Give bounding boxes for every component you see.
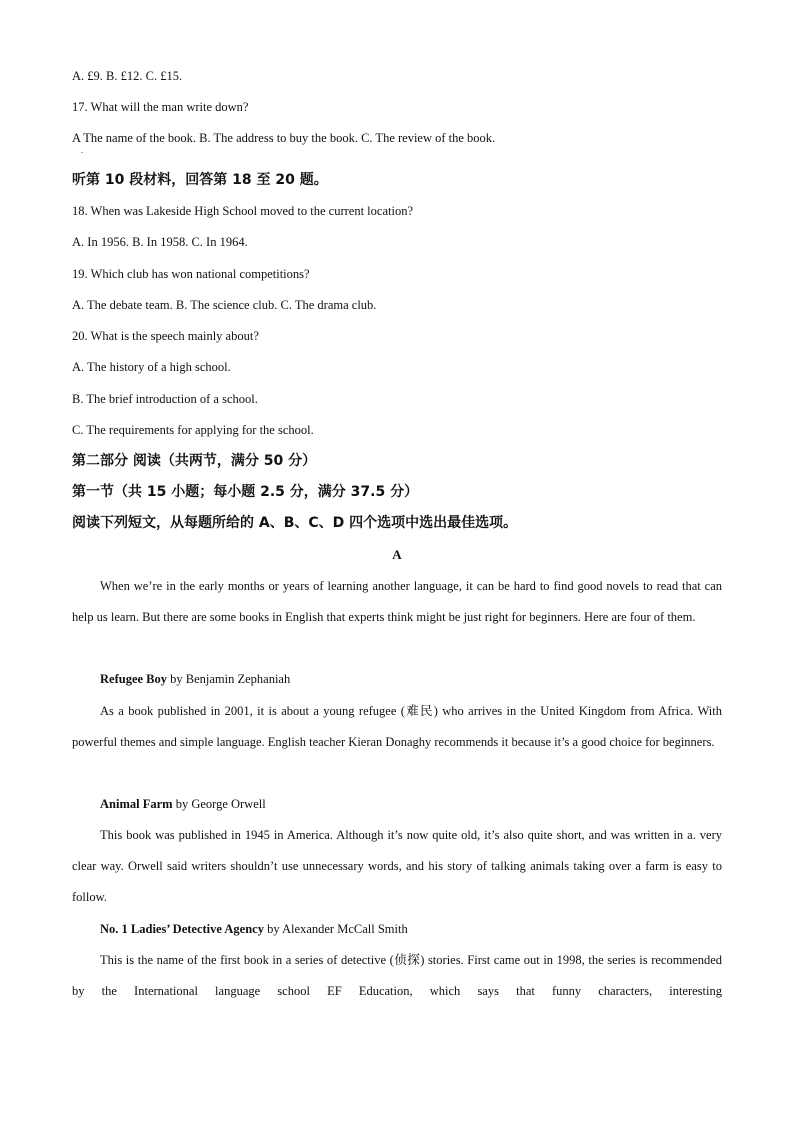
q16-options: A. £9. B. £12. C. £15.	[72, 69, 183, 83]
q19-options: A. The debate team. B. The science club. C. The drama club.	[72, 298, 377, 312]
book-byline: by Alexander McCall Smith	[263, 922, 408, 936]
book-description: This is the name of the first book in a series of detective (侦探) stories. First came out in 1998, the series is recommended by the International language school EF Education, which says that funny characters, interesting	[72, 953, 722, 998]
punctuation-dot: .	[81, 146, 83, 155]
q20-option-c: C. The requirements for applying for the school.	[72, 423, 314, 437]
q18-question: 18. When was Lakeside High School moved to the current location?	[72, 204, 413, 218]
book-description: As a book published in 2001, it is about a young refugee (难民) who arrives in the United Kingdom from Africa. With powerful themes and simple language. English teacher Kieran Donaghy recommends it because it’s a good choice for beginners.	[72, 704, 722, 749]
book-title: No. 1 Ladies’ Detective Agency	[100, 922, 264, 936]
book-byline: by Benjamin Zephaniah	[167, 672, 291, 686]
part2-heading: 第二部分 阅读（共两节，满分 50 分）	[72, 453, 317, 469]
q20-question: 20. What is the speech mainly about?	[72, 329, 259, 343]
instruction: 阅读下列短文，从每题所给的 A、B、C、D 四个选项中选出最佳选项。	[72, 515, 518, 531]
q17-options: A The name of the book. B. The address to buy the book. C. The review of the book.	[72, 131, 496, 145]
book-title-line	[100, 796, 266, 812]
book-title: Refugee Boy	[100, 672, 167, 686]
q19-question: 19. Which club has won national competitions?	[72, 267, 310, 281]
q20-option-a: A. The history of a high school.	[72, 360, 231, 374]
q18-options: A. In 1956. B. In 1958. C. In 1964.	[72, 235, 248, 249]
intro-paragraph: When we’re in the early months or years of learning another language, it can be hard to find good novels to read that can help us learn. But there are some books in English that experts think might be just right for beginners. Here are four of them.	[72, 579, 722, 624]
book-description: This book was published in 1945 in America. Although it’s now quite old, it’s also quite short, and was written in a. very clear way. Orwell said writers shouldn’t use unnecessary words, and his story of talking animals taking over a farm is easy to follow.	[72, 828, 722, 904]
passage-label: A	[392, 547, 402, 562]
section10-heading: 听第 10 段材料，回答第 18 至 20 题。	[72, 172, 328, 188]
book-byline: by George Orwell	[172, 797, 266, 811]
book-title-line	[100, 671, 290, 687]
q17-question: 17. What will the man write down?	[72, 100, 249, 114]
section1-heading: 第一节（共 15 小题；每小题 2.5 分，满分 37.5 分）	[72, 484, 419, 500]
book-title-line	[100, 921, 408, 937]
book-title: Animal Farm	[100, 797, 173, 811]
q20-option-b: B. The brief introduction of a school.	[72, 392, 258, 406]
